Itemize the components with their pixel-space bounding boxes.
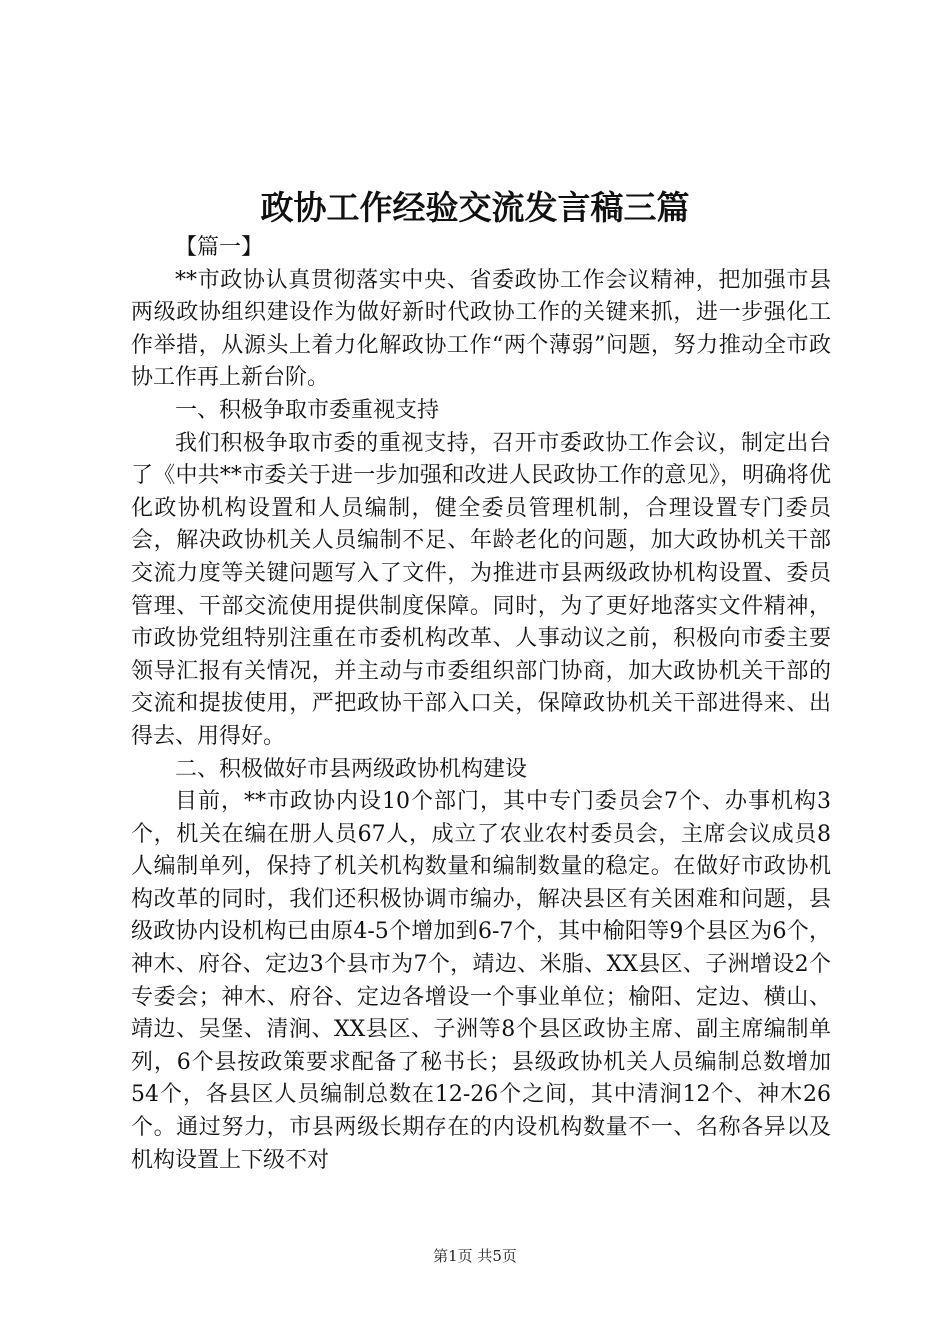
section-label: 【篇一】 <box>175 235 264 260</box>
heading-one: 一、积极争取市委重视支持 <box>175 397 440 423</box>
heading-two: 二、积极做好市县两级政协机构建设 <box>175 756 528 782</box>
paragraph-two: 目前，**市政协内设10个部门，其中专门委员会7个、办事机构3个，机关在编在册人员67人，成立了农业农村委员会，主席会议成员8人编制单列，保持了机关机构数量和编制数量的稳定。在做好市政协机构改革的同时，我们还积极协调市编办，解决县区有关困难和问题，县级政协内设机构已由原4-5个增加到6-7个，其中榆阳等9个县区为6个，神木、府谷、定边3个县市为7个，靖边、米脂、XX县区、子洲增设2个专委会；神木、府谷、定边各增设一个事业单位；榆阳、定边、横山、靖边、吴堡、清涧、XX县区、子洲等8个县区政协主席、副主席编制单列，6个县按政策要求配备了秘书长；县级政协机关人员编制总数增加54个，各县区人员编制总数在12-26个之间，其中清涧12个、神木26个。通过努力，市县两级长期存在的内设机构数量不一、名称各异以及机构设置上下级不对 <box>131 789 831 1173</box>
document-body <box>131 232 831 1177</box>
document-title: 政协工作经验交流发言稿三篇 <box>260 188 690 227</box>
paragraph-one: 我们积极争取市委的重视支持，召开市委政协工作会议，制定出台了《中共**市委关于进一步加强和改进人民政协工作的意见》，明确将优化政协机构设置和人员编制，健全委员管理机制，合理设置专门委员会，解决政协机关人员编制不足、年龄老化的问题，加大政协机关干部交流力度等关键问题写入了文件，为推进市县两级政协机构设置、委员管理、干部交流使用提供制度保障。同时，为了更好地落实文件精神，市政协党组特别注重在市委机构改革、人事动议之前，积极向市委主要领导汇报有关情况，并主动与市委组织部门协商，加大政协机关干部的交流和提拔使用，严把政协干部入口关，保障政协机关干部进得来、出得去、用得好。 <box>131 430 831 749</box>
page-footer: 第1页 共5页 <box>433 1247 517 1265</box>
paragraph-intro: **市政协认真贯彻落实中央、省委政协工作会议精神，把加强市县两级政协组织建设作为做好新时代政协工作的关键来抓，进一步强化工作举措，从源头上着力化解政协工作“两个薄弱”问题，努力推动全市政协工作再上新台阶。 <box>131 267 831 391</box>
